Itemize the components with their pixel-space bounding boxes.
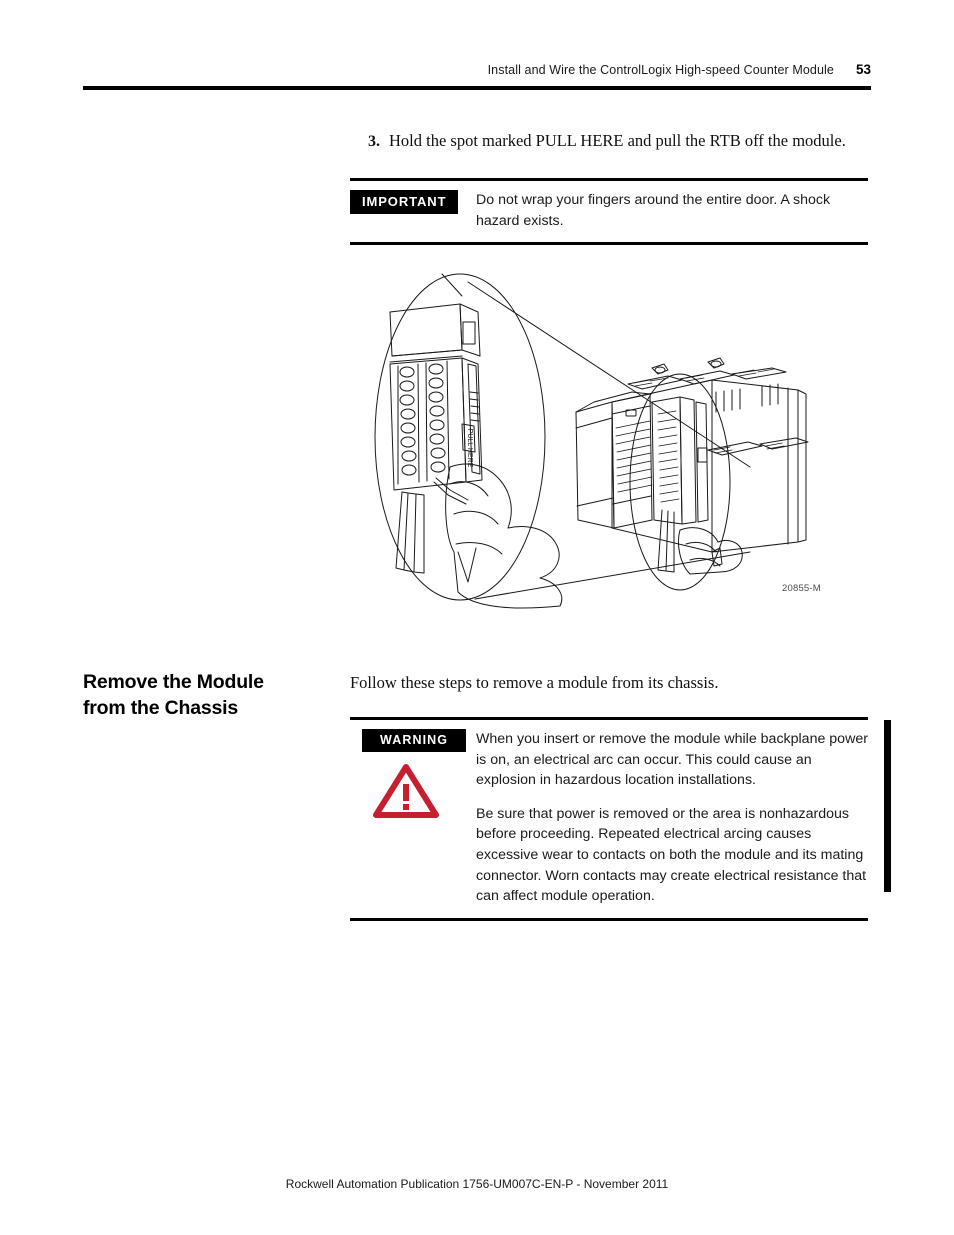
rtb-terminal-screws — [400, 364, 445, 475]
hand-outline — [446, 464, 562, 608]
door-label-flag-2 — [760, 438, 808, 449]
header-title: Install and Wire the ControlLogix High-speed Counter Module — [487, 63, 834, 77]
rtb-frame — [390, 358, 466, 490]
ps-line-2 — [613, 496, 651, 504]
page-footer: Rockwell Automation Publication 1756-UM007C-EN-P - November 2011 — [285, 1177, 669, 1191]
figure-id-label: 20855-M — [782, 583, 821, 594]
change-bar — [884, 720, 891, 892]
important-badge: IMPORTANT — [350, 190, 458, 214]
page-number: 53 — [855, 62, 871, 77]
figure-rtb-removal — [350, 252, 870, 622]
chassis-slot-dividers — [716, 384, 778, 412]
warning-badge: WARNING — [362, 729, 466, 752]
cone-leader-top — [468, 282, 750, 467]
hand-wrist — [458, 548, 476, 582]
important-text: Do not wrap your fingers around the entire door. A shock hazard exists. — [476, 192, 831, 229]
module-door-tab — [698, 448, 707, 462]
figure-illustration — [350, 252, 870, 622]
warning-paragraph-2: Be sure that power is removed or the area is nonhazardous before proceeding. Repeated electrical arcing causes excessive wear to contacts on both the module and its mating connector. Worn contacts may create electrical resistance that can affect module operation. — [476, 805, 867, 905]
important-body — [476, 190, 868, 231]
finger-line-1 — [450, 482, 488, 496]
ps-side-line-1 — [576, 418, 612, 428]
chassis-right-rail — [798, 390, 806, 542]
section-intro-text: Follow these steps to remove a module from its chassis. — [350, 673, 719, 692]
rtb-rail-mid2 — [426, 363, 427, 481]
pull-here-label: PULL HERE — [466, 428, 473, 468]
warning-triangle-icon — [372, 762, 440, 825]
header-rule — [83, 86, 871, 90]
warning-label-column — [350, 729, 476, 825]
power-supply-side — [576, 402, 614, 528]
rtb-wires — [396, 492, 424, 573]
warning-paragraph-1: When you insert or remove the module while backplane power is on, an electrical arc can occur. This could cause an explosion in hazardous location installations. — [476, 731, 868, 789]
module-top-edge — [392, 350, 462, 356]
door-flag-hatching — [714, 443, 784, 453]
warning-callout — [350, 717, 868, 921]
ps-louvers — [616, 421, 652, 492]
rtb-rail-right — [447, 361, 449, 479]
section-heading — [83, 670, 333, 722]
power-supply-front — [612, 394, 652, 528]
warning-body — [476, 729, 868, 907]
installed-module-terminals — [658, 411, 679, 502]
step-item — [368, 131, 873, 151]
installed-module-side — [680, 397, 696, 524]
detail-tick — [442, 274, 462, 296]
page-header — [83, 62, 871, 77]
section-heading-line1: Remove the Module — [83, 671, 264, 693]
rtb-rail-mid1 — [418, 364, 419, 482]
module-top-face — [390, 304, 462, 356]
important-callout — [350, 178, 868, 245]
finger-line-3 — [456, 542, 502, 554]
magnifier-circle — [375, 274, 545, 600]
ps-side-line-2 — [577, 498, 613, 506]
module-top-labels — [628, 358, 786, 389]
step-number: 3. — [368, 133, 380, 150]
important-label-column — [350, 190, 476, 214]
module-latch — [463, 322, 475, 344]
chassis-body — [612, 380, 798, 552]
step-text: Hold the spot marked PULL HERE and pull the RTB off the module. — [389, 131, 846, 150]
section-heading-line2: from the Chassis — [83, 696, 239, 719]
finger-line-2 — [454, 511, 498, 524]
